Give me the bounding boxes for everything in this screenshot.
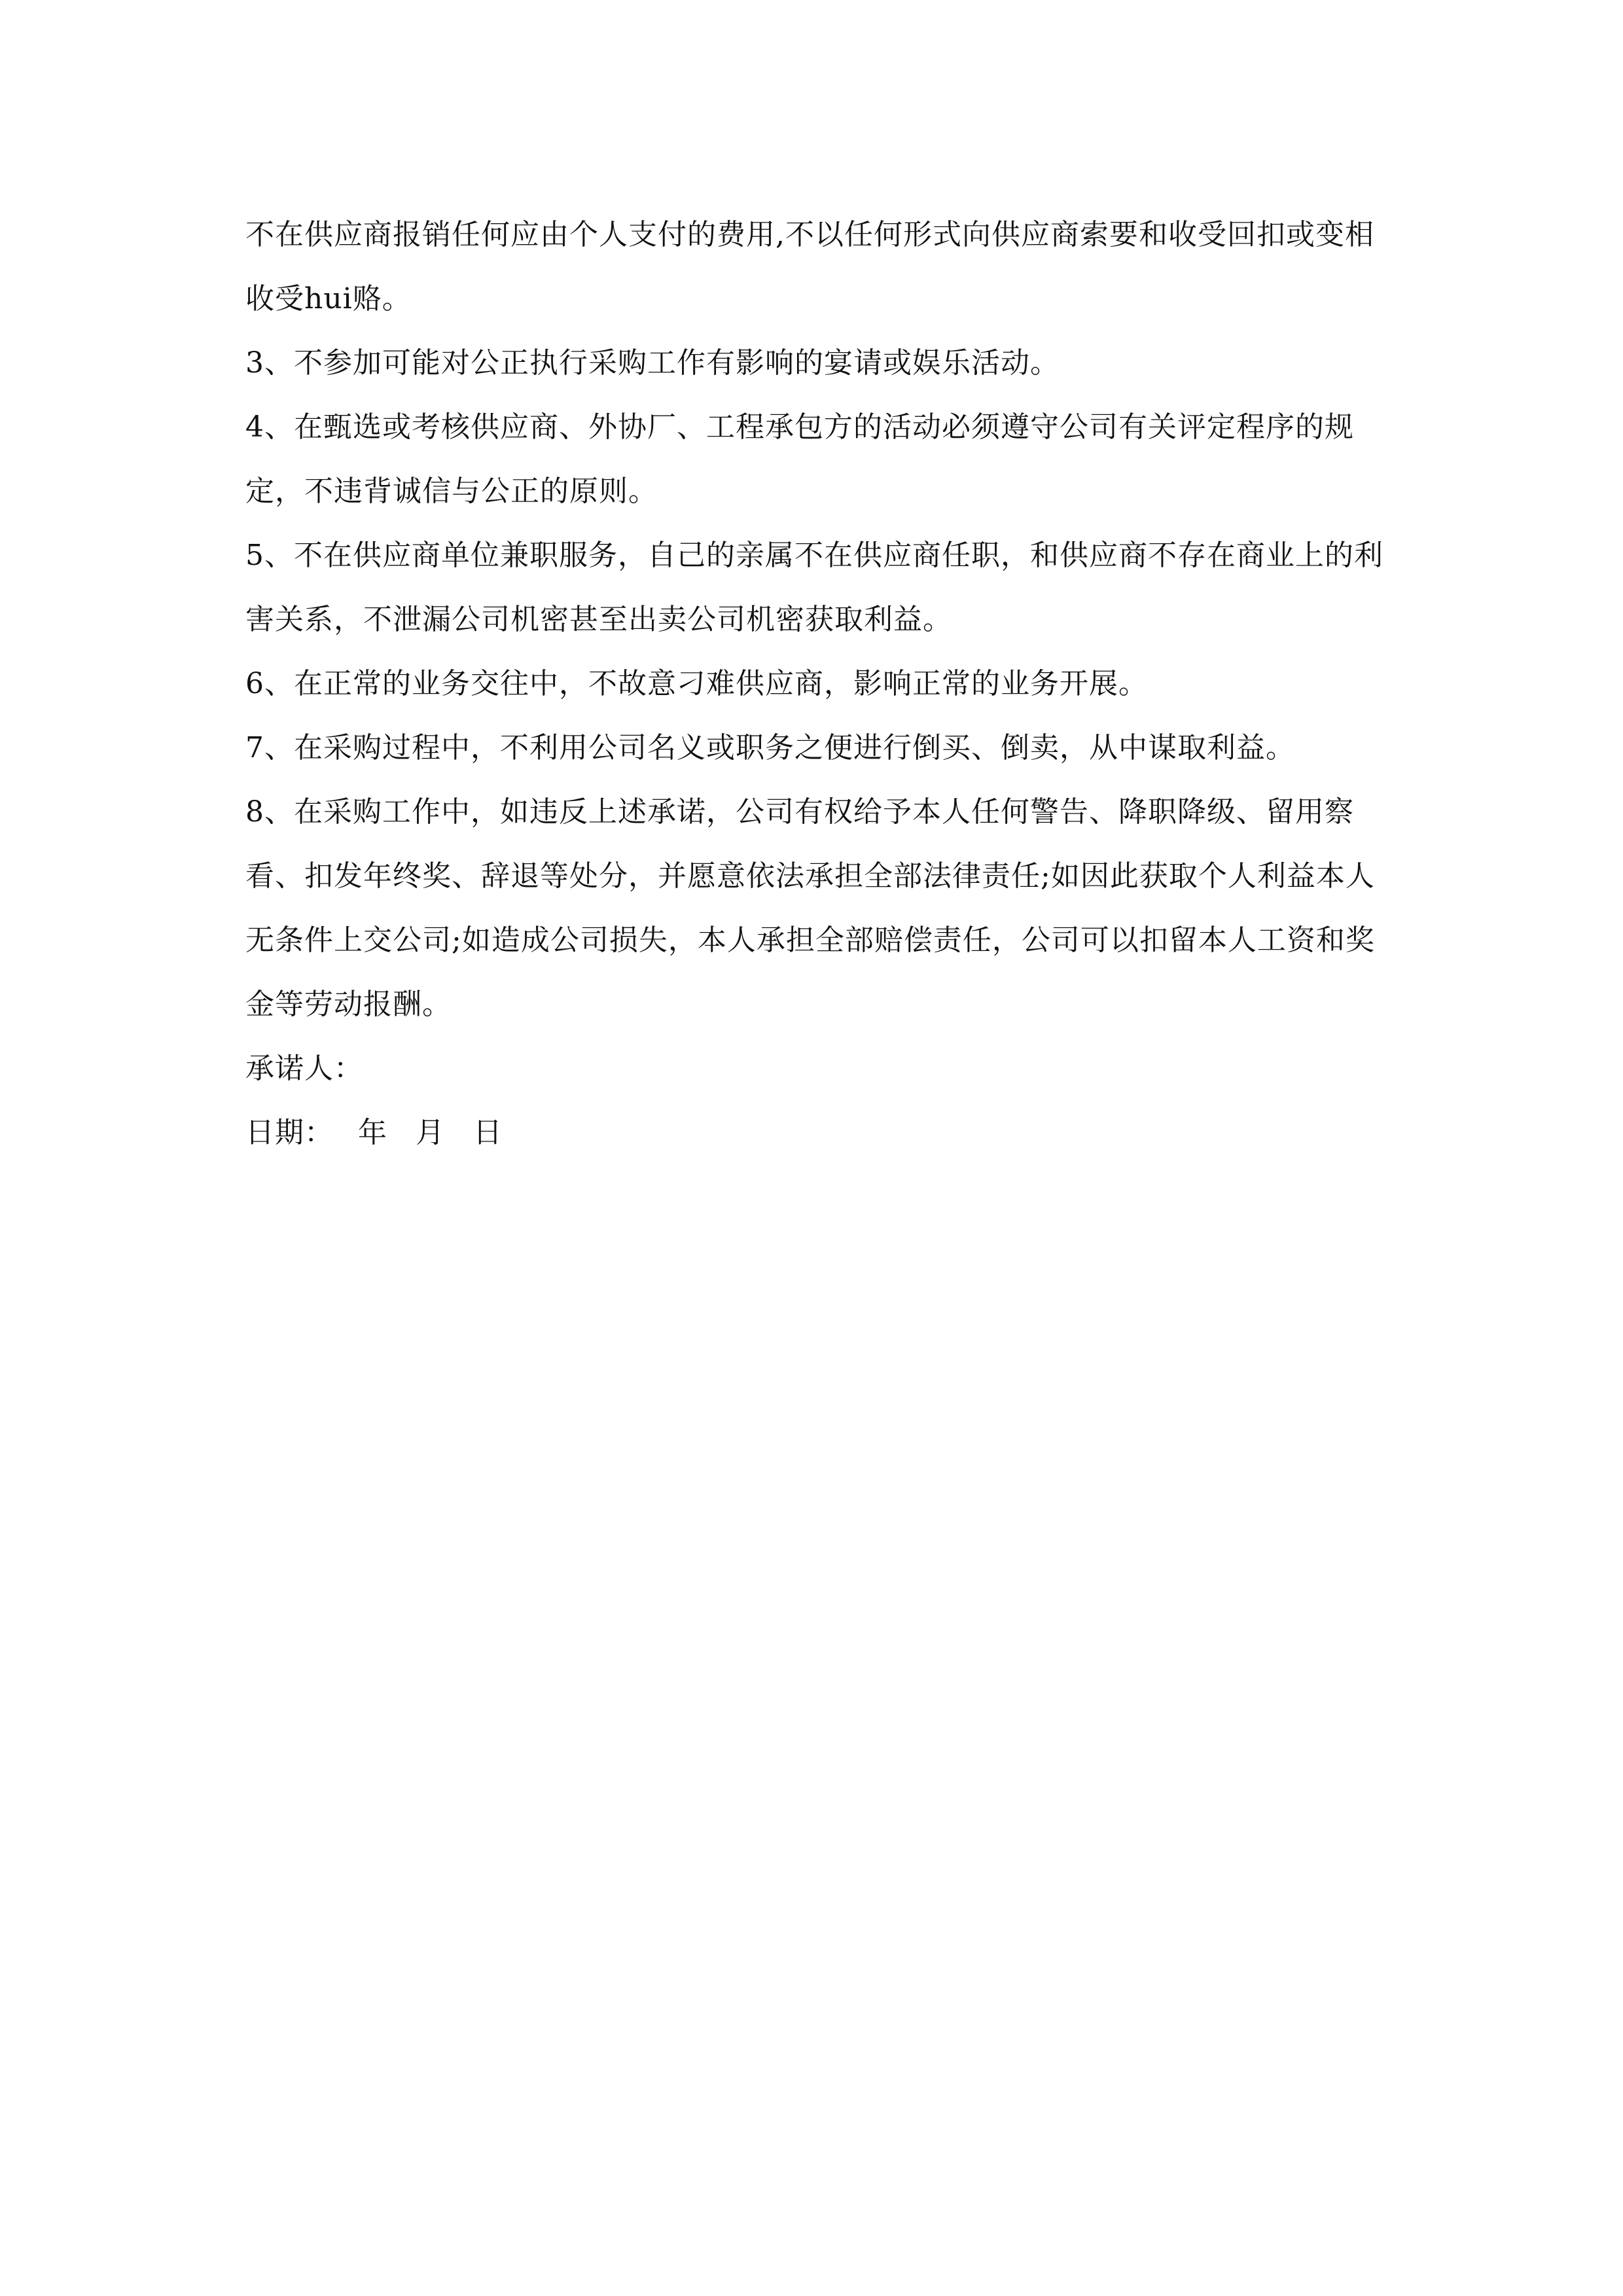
paragraph-item-8: 8、在采购工作中，如违反上述承诺，公司有权给予本人任何警告、降职降级、留用察看、扣发年终奖、辞退等处分，并愿意依法承担全部法律责任;如因此获取个人利益本人无条件上交公司;如造成公司损失，本人承担全部赔偿责任，公司可以扣留本人工资和奖金等劳动报酬。 <box>245 795 1375 1021</box>
date-year: 年 <box>358 1116 387 1149</box>
paragraph-item-7: 7、在采购过程中，不利用公司名义或职务之便进行倒买、倒卖，从中谋取利益。 <box>245 731 1295 764</box>
paragraph-item-5: 5、不在供应商单位兼职服务，自己的亲属不在供应商任职，和供应商不存在商业上的利害关系，不泄漏公司机密甚至出卖公司机密获取利益。 <box>245 539 1383 636</box>
document-body <box>245 203 1397 1165</box>
paragraph-continued: 不在供应商报销任何应由个人支付的费用,不以任何形式向供应商索要和收受回扣或变相收受hui赂。 <box>245 218 1374 315</box>
date-month: 月 <box>416 1116 445 1149</box>
signer-label: 承诺人： <box>245 1052 363 1085</box>
date-day: 日 <box>473 1116 503 1149</box>
date-label: 日期： <box>245 1116 334 1149</box>
paragraph-item-3: 3、不参加可能对公正执行采购工作有影响的宴请或娱乐活动。 <box>245 346 1060 380</box>
paragraph-item-6: 6、在正常的业务交往中，不故意刁难供应商，影响正常的业务开展。 <box>245 667 1148 700</box>
date-line <box>245 1101 1397 1165</box>
paragraph-item-4: 4、在甄选或考核供应商、外协厂、工程承包方的活动必须遵守公司有关评定程序的规定，不违背诚信与公正的原则。 <box>245 410 1354 508</box>
